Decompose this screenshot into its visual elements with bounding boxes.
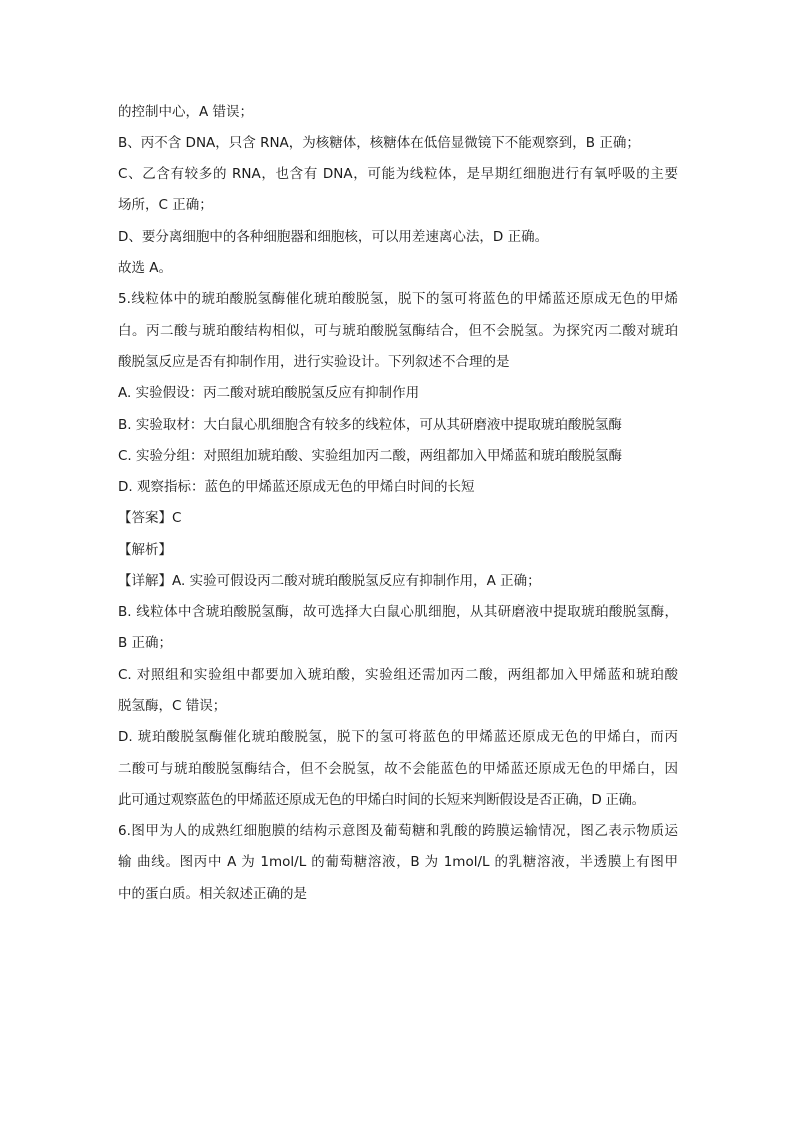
- question-6-stem-line-1: 6.图甲为人的成熟红细胞膜的结构示意图及葡萄糖和乳酸的跨膜运输情况，图乙表示物质运: [118, 823, 678, 839]
- detail-line-4: C. 对照组和实验组中都要加入琥珀酸，实验组还需加丙二酸，两组都加入甲烯蓝和琥珀酸: [118, 667, 678, 683]
- text-line-3: C、乙含有较多的 RNA，也含有 DNA，可能为线粒体，是早期红细胞进行有氧呼吸的主要: [118, 166, 678, 182]
- option-a: A. 实验假设：丙二酸对琥珀酸脱氢反应有抑制作用: [118, 385, 420, 401]
- question-5-stem-line-1: 5.线粒体中的琥珀酸脱氢酶催化琥珀酸脱氢，脱下的氢可将蓝色的甲烯蓝还原成无色的甲烯: [118, 291, 678, 307]
- detail-line-2: B. 线粒体中含琥珀酸脱氢酶，故可选择大白鼠心肌细胞，从其研磨液中提取琥珀酸脱氢酶，: [118, 604, 678, 620]
- detail-line-6: D. 琥珀酸脱氢酶催化琥珀酸脱氢，脱下的氢可将蓝色的甲烯蓝还原成无色的甲烯白，而丙: [118, 729, 678, 745]
- question-5-stem-line-2: 白。丙二酸与琥珀酸结构相似，可与琥珀酸脱氢酶结合，但不会脱氢。为探究丙二酸对琥珀: [118, 323, 678, 339]
- text-line-5: D、要分离细胞中的各种细胞器和细胞核，可以用差速离心法，D 正确。: [118, 229, 549, 245]
- option-d: D. 观察指标：蓝色的甲烯蓝还原成无色的甲烯白时间的长短: [118, 479, 475, 495]
- question-5-stem-line-3: 酸脱氢反应是否有抑制作用，进行实验设计。下列叙述不合理的是: [118, 354, 510, 370]
- detail-line-8: 此可通过观察蓝色的甲烯蓝还原成无色的甲烯白时间的长短来判断假设是否正确，D 正确。: [118, 792, 645, 808]
- text-line-4: 场所，C 正确；: [118, 197, 213, 213]
- analysis-label: 【解析】: [118, 542, 172, 558]
- option-b: B. 实验取材：大白鼠心肌细胞含有较多的线粒体，可从其研磨液中提取琥珀酸脱氢酶: [118, 417, 622, 433]
- text-line-2: B、丙不含 DNA，只含 RNA，为核糖体，核糖体在低倍显微镜下不能观察到，B 正确；: [118, 135, 640, 151]
- detail-line-3: B 正确；: [118, 635, 173, 651]
- question-6-stem-line-2: 输 曲线。图丙中 A 为 1mol/L 的葡萄糖溶液，B 为 1mol/L 的乳糖溶液，半透膜上有图甲: [118, 854, 678, 870]
- text-line-1: 的控制中心，A 错误；: [118, 104, 254, 120]
- text-line-6: 故选 A。: [118, 260, 173, 276]
- detail-line-1: 【详解】A. 实验可假设丙二酸对琥珀酸脱氢反应有抑制作用，A 正确；: [118, 573, 541, 589]
- option-c: C. 实验分组：对照组加琥珀酸、实验组加丙二酸，两组都加入甲烯蓝和琥珀酸脱氢酶: [118, 448, 623, 464]
- question-6-stem-line-3: 中的蛋白质。相关叙述正确的是: [118, 886, 307, 902]
- detail-line-7: 二酸可与琥珀酸脱氢酶结合，但不会脱氢，故不会能蓝色的甲烯蓝还原成无色的甲烯白，因: [118, 761, 678, 777]
- answer-label: 【答案】C: [118, 510, 182, 526]
- detail-line-5: 脱氢酶，C 错误；: [118, 698, 227, 714]
